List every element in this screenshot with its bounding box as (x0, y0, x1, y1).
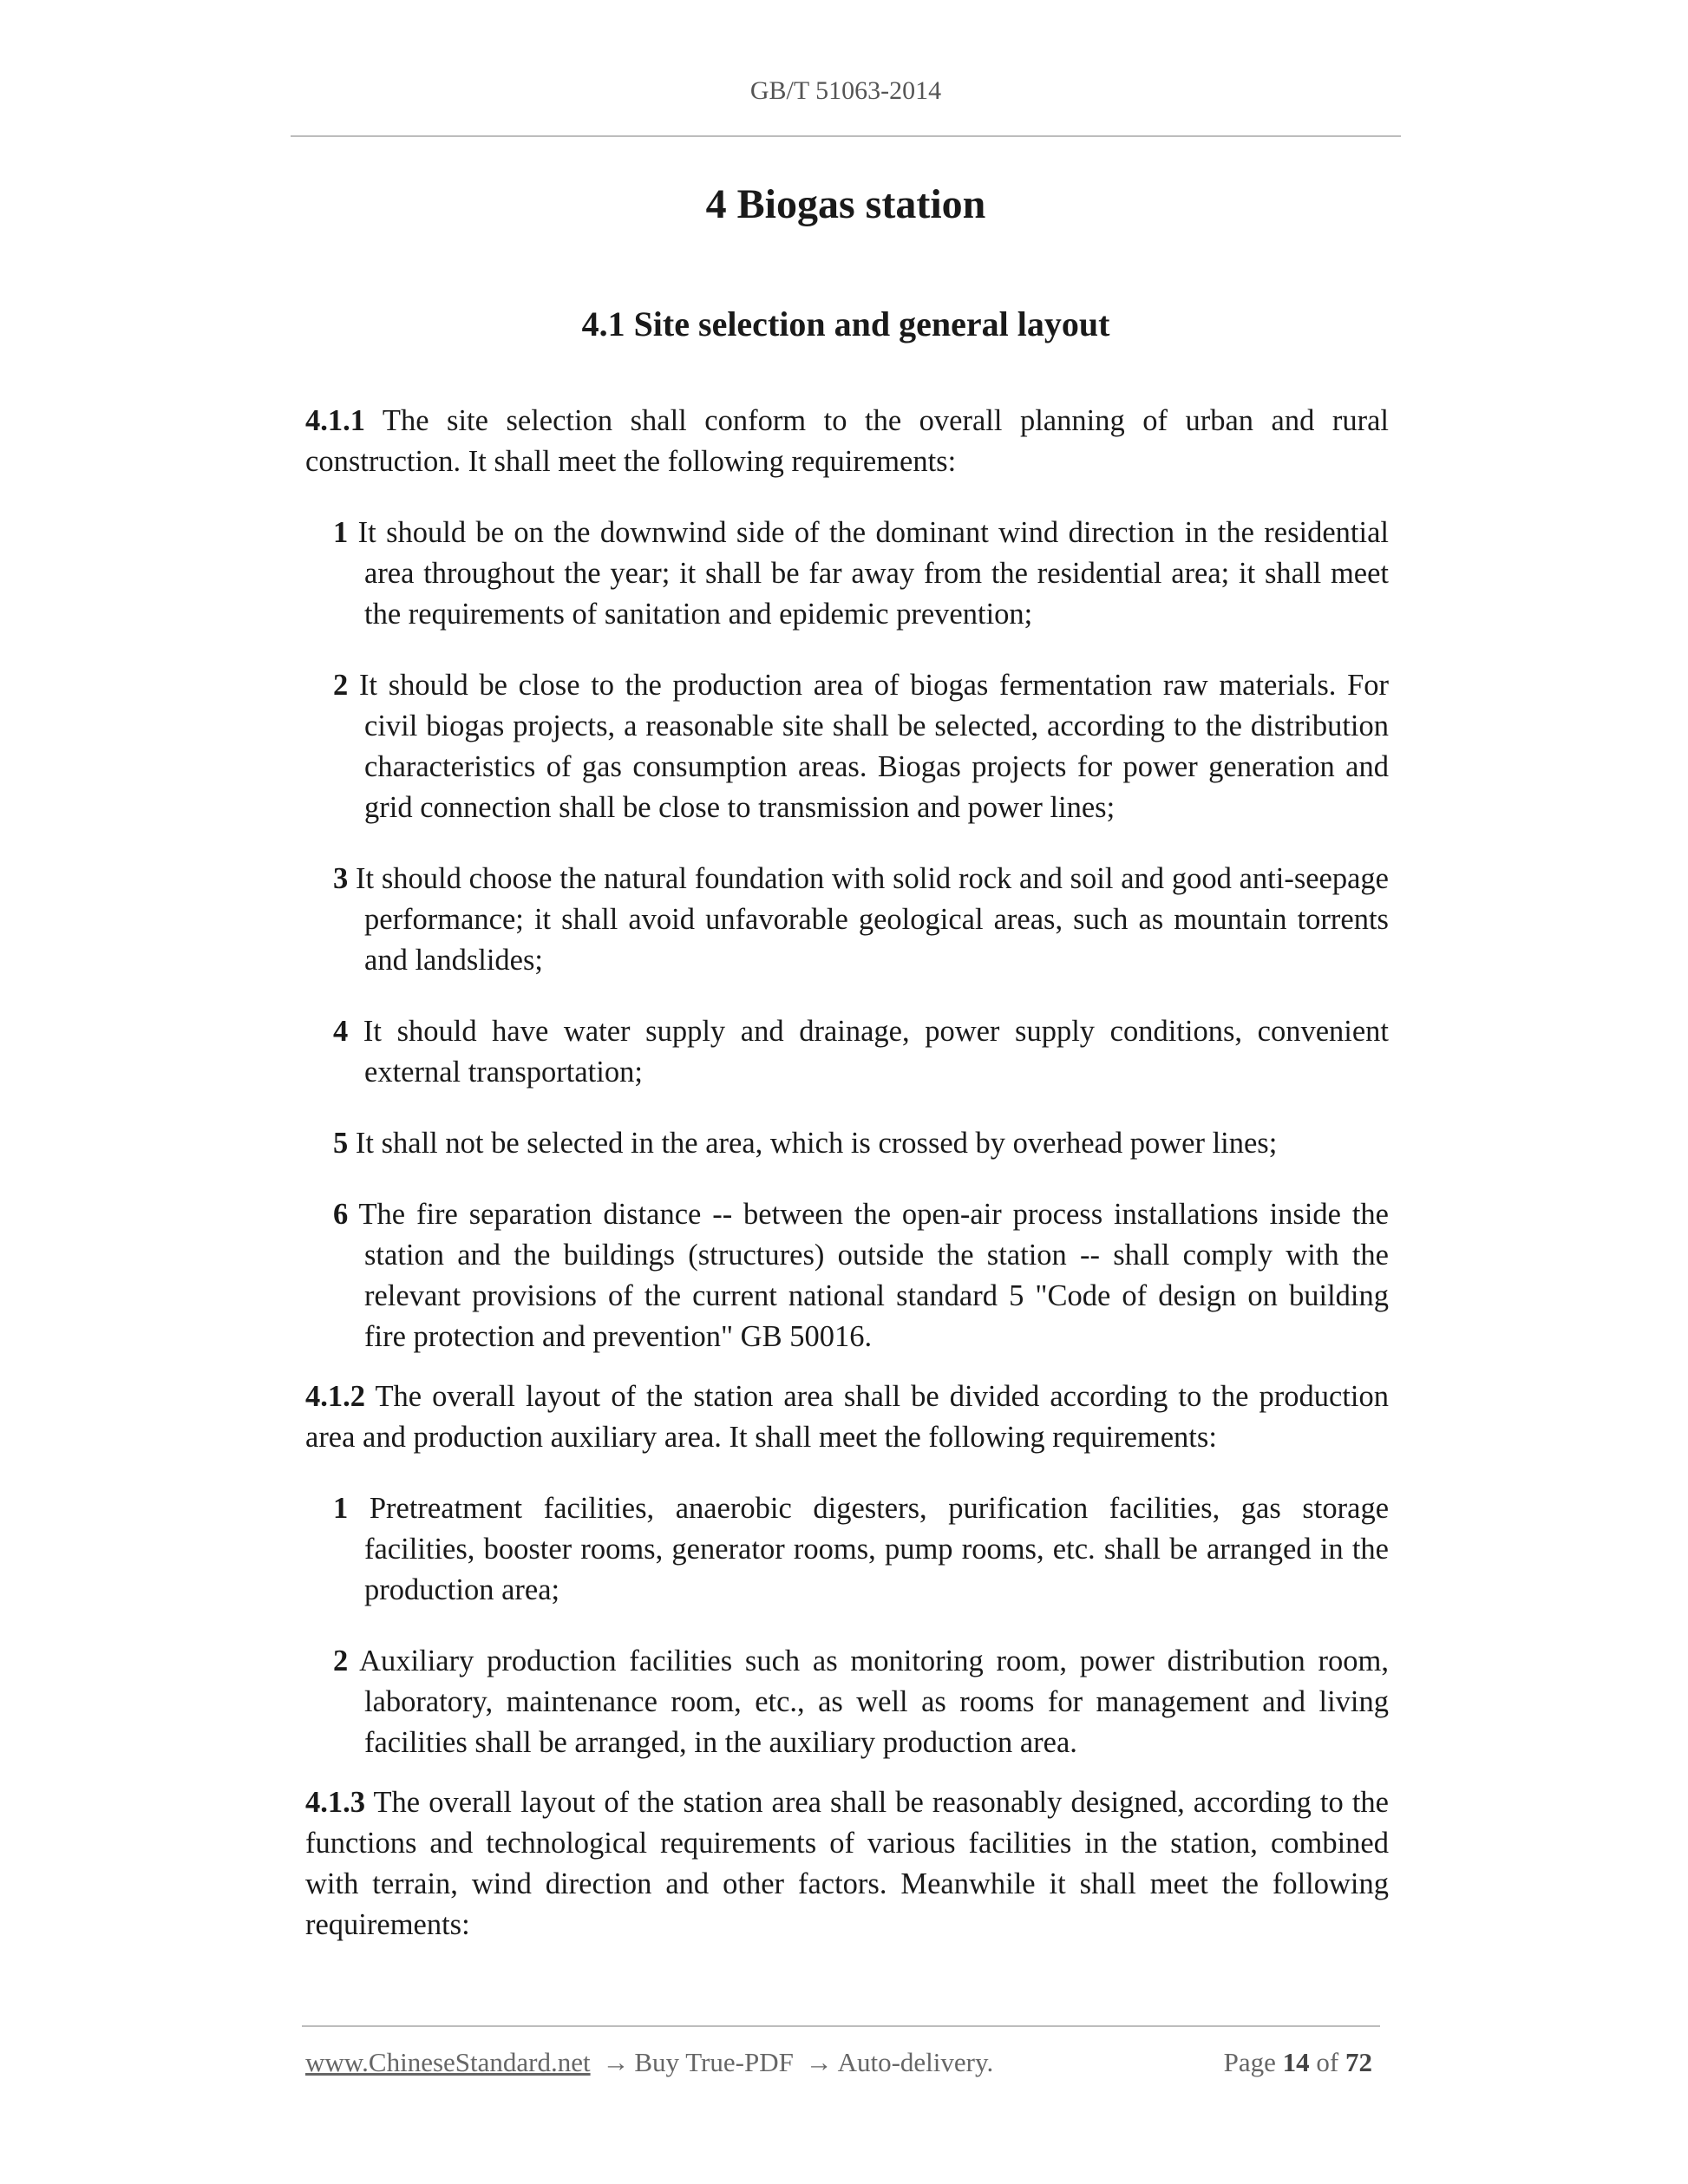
item-number: 2 (333, 1645, 349, 1677)
section-title: 4.1 Site selection and general layout (581, 304, 1110, 343)
page-number: 14 (1282, 2047, 1310, 2077)
of-label: of (1316, 2047, 1339, 2077)
website-link[interactable]: www.ChineseStandard.net (305, 2047, 591, 2077)
item-text: It should choose the natural foundation with solid rock and soil and good anti-seepage performance; it shall avoid unfavorable geological areas, such as mountain torrents and landslides; (356, 862, 1389, 977)
item-text: It should have water supply and drainage, power supply conditions, convenient external transportation; (363, 1015, 1390, 1089)
footer-left (305, 2047, 993, 2078)
clause-text: The overall layout of the station area shall be reasonably designed, according to the functions and technological requirements of various facilities in the station, combined with terrain, wind direction and other factors. Meanwhile it shall meet the following requirements: (305, 1786, 1389, 1941)
item-text: It shall not be selected in the area, which is crossed by overhead power lines; (355, 1127, 1278, 1160)
item-number: 3 (333, 862, 349, 895)
item-text: Auxiliary production facilities such as monitoring room, power distribution room, laboratory, maintenance room, etc., as well as rooms for management and living facilities shall be arranged, in the auxiliary production area. (359, 1645, 1389, 1759)
page-indicator (1224, 2047, 1379, 2078)
arrow-right-icon: → (602, 2047, 630, 2077)
clause-4-1-1 (305, 401, 1389, 482)
header-rule (291, 135, 1401, 137)
clause-number: 4.1.2 (305, 1380, 365, 1413)
list-item (333, 1011, 1389, 1093)
document-body (305, 401, 1389, 1976)
item-number: 6 (333, 1198, 349, 1231)
list-item (333, 1641, 1389, 1763)
arrow-right-icon: → (805, 2047, 833, 2077)
list-item (333, 1488, 1389, 1611)
list-item (333, 1123, 1389, 1164)
item-text: It should be close to the production area of biogas fermentation raw materials. For civil biogas projects, a reasonable site shall be selected, according to the distribution characteristics of gas consumption areas. Biogas projects for power generation and grid connection shall be close to transmission and power lines; (358, 669, 1389, 824)
item-text: Pretreatment facilities, anaerobic digesters, purification facilities, gas storage facilities, booster rooms, generator rooms, pump rooms, etc. shall be arranged in the production area; (364, 1492, 1390, 1606)
item-text: It should be on the downwind side of the dominant wind direction in the residential area throughout the year; it shall be far away from the residential area; it shall meet the requirements of sanitation and epidemic prevention; (357, 516, 1390, 631)
item-number: 1 (333, 1492, 349, 1525)
list-item (333, 665, 1389, 828)
clause-number: 4.1.3 (305, 1786, 365, 1819)
page-label: Page (1223, 2047, 1276, 2077)
page-footer (305, 2047, 1379, 2078)
clause-number: 4.1.1 (305, 404, 365, 437)
clause-4-1-3 (305, 1782, 1389, 1945)
item-text: The fire separation distance -- between the open-air process installations inside the station and the buildings (structures) outside the station -- shall comply with the relevant provisions of the current national standard 5 "Code of design on building fire protection and prevention" GB 50016. (358, 1198, 1389, 1353)
clause-4-1-2 (305, 1376, 1389, 1458)
chapter-title: 4 Biogas station (705, 181, 986, 227)
list-item (333, 859, 1389, 981)
item-number: 5 (333, 1127, 349, 1160)
buy-pdf-text: Buy True-PDF (634, 2047, 794, 2077)
item-number: 4 (333, 1015, 349, 1048)
clause-text: The site selection shall conform to the overall planning of urban and rural construction. It shall meet the following requirements: (305, 404, 1389, 478)
list-item (333, 1194, 1389, 1357)
item-number: 1 (333, 516, 349, 549)
auto-delivery-text: Auto-delivery. (837, 2047, 994, 2077)
footer-rule (302, 2025, 1380, 2027)
clause-text: The overall layout of the station area shall be divided according to the production area and production auxiliary area. It shall meet the following requirements: (305, 1380, 1389, 1454)
page-header: GB/T 51063-2014 (749, 76, 942, 105)
total-pages: 72 (1345, 2047, 1372, 2077)
item-number: 2 (333, 669, 349, 702)
list-item (333, 513, 1389, 635)
